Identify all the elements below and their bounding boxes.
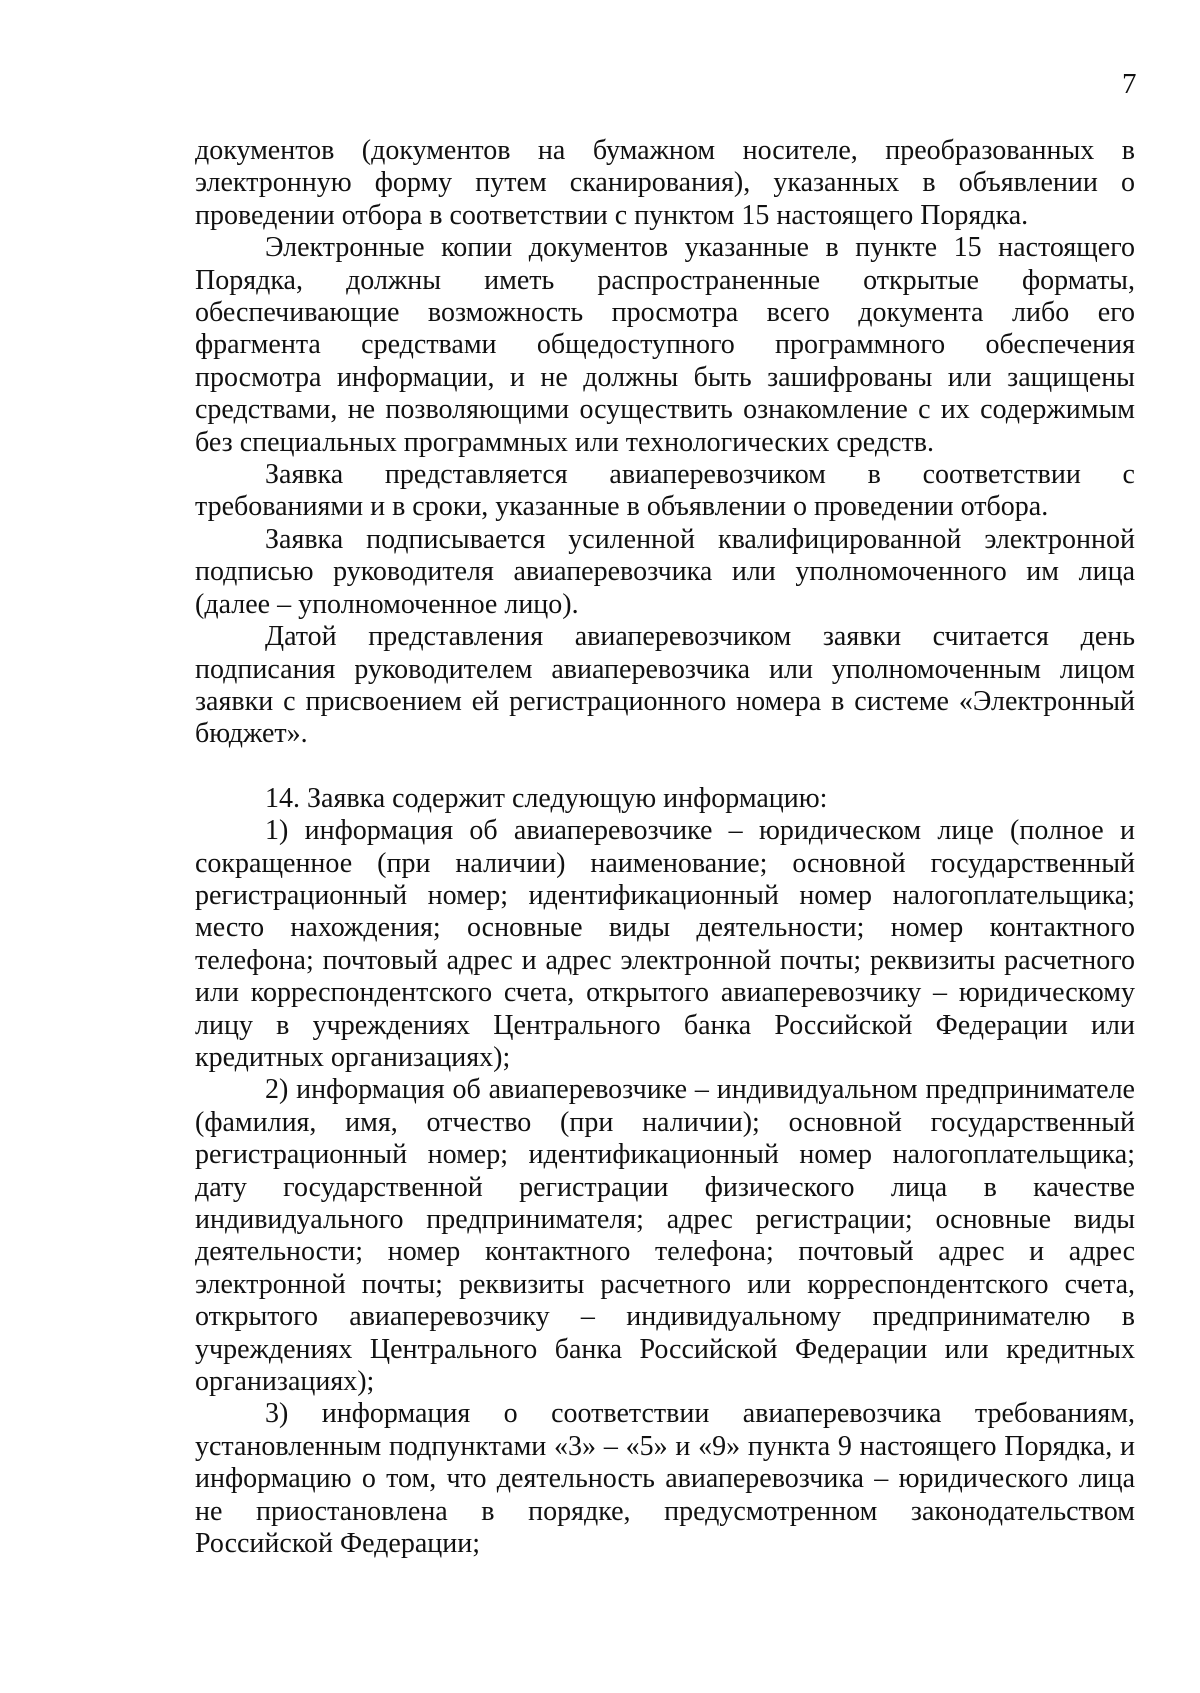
page-number: 7 [1122,68,1137,100]
paragraph-application-signature: Заявка подписывается усиленной квалифицированной электронной подписью руководителя авиаперевозчика или уполномоченного им лица (далее – уполномоченное лицо). [195,523,1135,620]
list-item-2-individual-entrepreneur: 2) информация об авиаперевозчике – индивидуальном предпринимателе (фамилия, имя, отчество (при наличии); основной государственный регистрационный номер; идентификационный номер налогоплательщика; дату государственной регистрации физического лица в качестве индивидуального предпринимателя; адрес регистрации; основные виды деятельности; номер контактного телефона; почтовый адрес и адрес электронной почты; реквизиты расчетного или корреспондентского счета, открытого авиаперевозчику – индивидуальному предпринимателю в учреждениях Центрального банка Российской Федерации или кредитных организациях); [195,1074,1135,1398]
section-14-heading: 14. Заявка содержит следующую информацию: [265,782,828,814]
list-item-3-compliance: 3) информация о соответствии авиаперевозчика требованиям, установленным подпунктами «3» – «5» и «9» пункта 9 настоящего Порядка, и информацию о том, что деятельность авиаперевозчика – юридического лица не приостановлена в порядке, предусмотренном законодательством Российской Федерации; [195,1398,1135,1560]
paragraph-application-submission: Заявка представляется авиаперевозчиком в соответствии с требованиями и в сроки, указанные в объявлении о проведении отбора. [195,459,1135,523]
paragraph-electronic-copies: Электронные копии документов указанные в пункте 15 настоящего Порядка, должны иметь распространенные открытые форматы, обеспечивающие возможность просмотра всего документа либо его фрагмента средствами общедоступного программного обеспечения просмотра информации, и не должны быть зашифрованы или защищены средствами, не позволяющими осуществить ознакомление с их содержимым без специальных программных или технологических средств. [195,232,1135,458]
paragraph-documents-continuation: документов (документов на бумажном носителе, преобразованных в электронную форму путем сканирования), указанных в объявлении о проведении отбора в соответствии с пунктом 15 настоящего Порядка. [195,135,1135,231]
document-body [195,135,1135,1560]
list-item-1-legal-entity: 1) информация об авиаперевозчике – юридическом лице (полное и сокращенное (при наличии) наименование; основной государственный регистрационный номер; идентификационный номер налогоплательщика; место нахождения; основные виды деятельности; номер контактного телефона; почтовый адрес и адрес электронной почты; реквизиты расчетного или корреспондентского счета, открытого авиаперевозчику – юридическому лицу в учреждениях Центрального банка Российской Федерации или кредитных организациях); [195,815,1135,1073]
paragraph-submission-date: Датой представления авиаперевозчиком заявки считается день подписания руководителем авиаперевозчика или уполномоченным лицом заявки с присвоением ей регистрационного номера в системе «Электронный бюджет». [195,621,1135,750]
